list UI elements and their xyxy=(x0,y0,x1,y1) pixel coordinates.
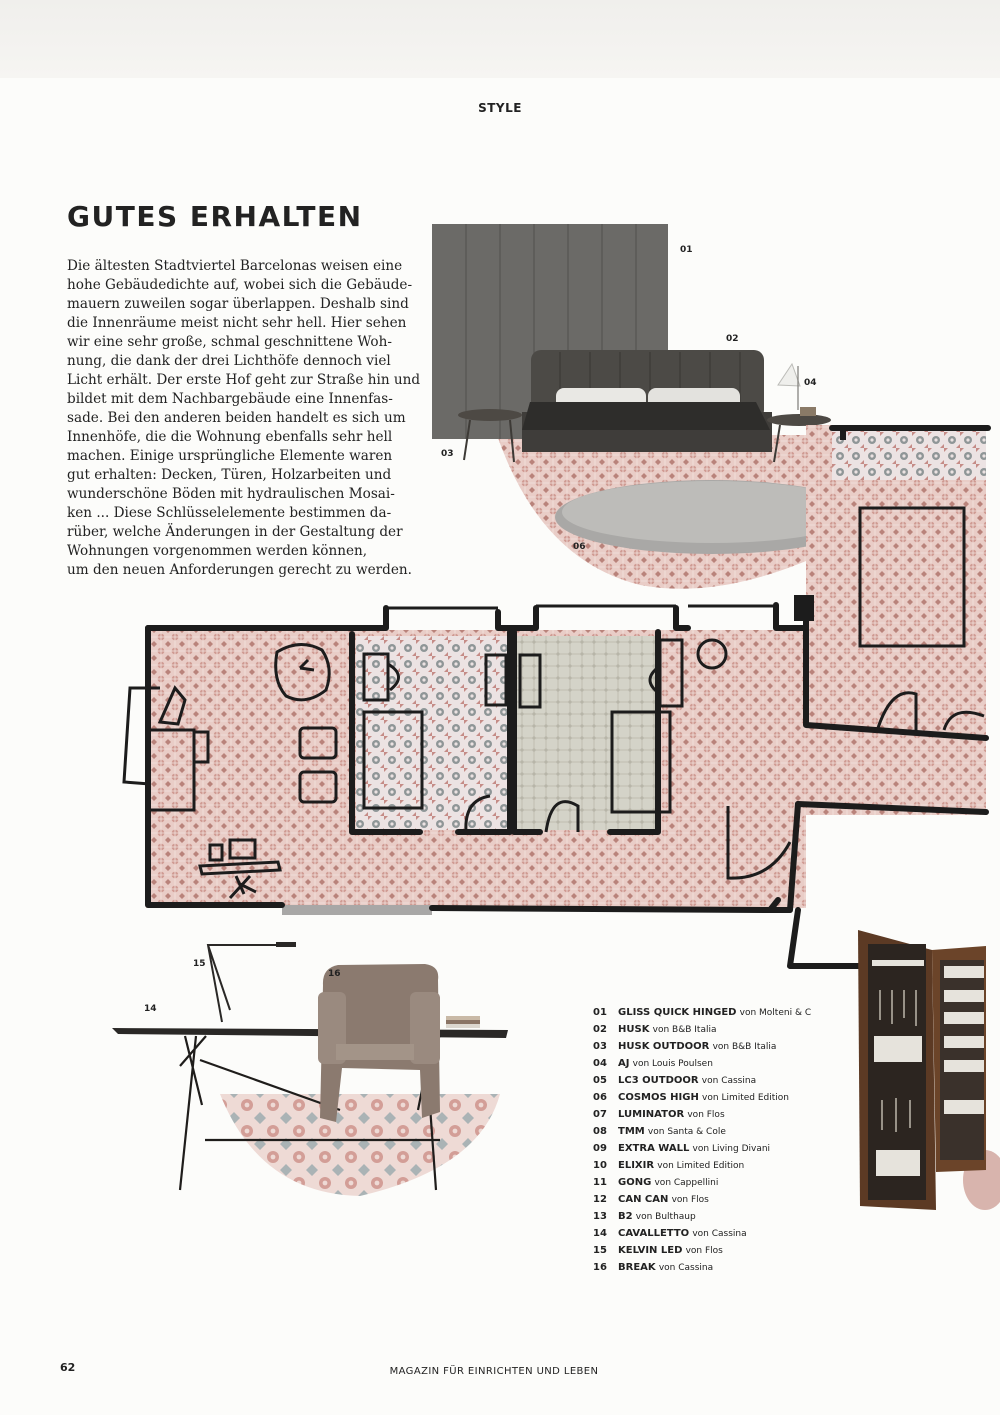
legend-number: 15 xyxy=(593,1245,607,1256)
cabinet-vignette xyxy=(858,930,1000,1210)
legend-product-name: GONG xyxy=(618,1177,652,1188)
label-01: 01 xyxy=(680,245,693,255)
intro-line: die Innenräume meist nicht sehr hell. Hier sehen xyxy=(67,315,407,331)
legend-item xyxy=(593,1038,811,1055)
legend-product-name: LC3 OUTDOOR xyxy=(618,1075,699,1086)
legend-product-name: EXTRA WALL xyxy=(618,1143,690,1154)
intro-line: ken ... Diese Schlüsselelemente bestimmen da- xyxy=(67,505,392,521)
lamp-aj xyxy=(778,364,800,386)
legend-number: 12 xyxy=(593,1194,607,1205)
legend-maker: von Bulthaup xyxy=(635,1212,696,1222)
legend-maker: von Cassina xyxy=(701,1076,757,1086)
label-06: 06 xyxy=(573,542,586,552)
legend-maker: von Living Divani xyxy=(692,1144,771,1154)
legend-product-name: HUSK OUTDOOR xyxy=(618,1041,710,1052)
legend-item xyxy=(593,1072,811,1089)
intro-line: um den neuen Anforderungen gerecht zu werden. xyxy=(67,562,413,578)
legend-product-name: LUMINATOR xyxy=(618,1109,685,1120)
intro-line: wunderschöne Böden mit hydraulischen Mosai- xyxy=(67,486,395,502)
intro-line: nung, die dank der drei Lichthöfe dennoch viel xyxy=(67,353,391,369)
legend-maker: von B&B Italia xyxy=(712,1042,777,1052)
bedroom-vignette xyxy=(432,224,869,589)
legend-maker: von Flos xyxy=(671,1195,709,1205)
legend-maker: von Limited Edition xyxy=(657,1161,745,1171)
legend-number: 13 xyxy=(593,1211,607,1222)
page-number: 62 xyxy=(60,1361,76,1374)
intro-line: mauern zuweilen sogar überlappen. Deshalb sind xyxy=(67,296,409,312)
legend-number: 04 xyxy=(593,1058,607,1069)
legend-number: 14 xyxy=(593,1228,607,1239)
legend-product-name: TMM xyxy=(618,1126,645,1137)
legend-item xyxy=(593,1157,811,1174)
legend-item xyxy=(593,1174,811,1191)
legend-product-name: B2 xyxy=(618,1211,633,1222)
intro-line: sade. Bei den anderen beiden handelt es sich um xyxy=(67,410,406,426)
legend-number: 03 xyxy=(593,1041,607,1052)
legend-item xyxy=(593,1191,811,1208)
intro-line: Wohnungen vorgenommen werden können, xyxy=(67,543,368,559)
label-04: 04 xyxy=(804,378,817,388)
intro-line: bildet mit dem Nachbargebäude eine Innenfas- xyxy=(67,391,393,407)
product-legend xyxy=(593,1004,811,1276)
legend-number: 05 xyxy=(593,1075,607,1086)
intro-line: wir eine sehr große, schmal geschnittene Woh- xyxy=(67,334,392,350)
legend-product-name: KELVIN LED xyxy=(618,1245,683,1256)
legend-item xyxy=(593,1055,811,1072)
intro-line: machen. Einige ursprüngliche Elemente waren xyxy=(67,448,393,464)
legend-number: 06 xyxy=(593,1092,607,1103)
legend-number: 08 xyxy=(593,1126,607,1137)
legend-product-name: BREAK xyxy=(618,1262,656,1273)
intro-line: Innenhöfe, die die Wohnung ebenfalls sehr hell xyxy=(67,429,393,445)
label-03: 03 xyxy=(441,449,454,459)
legend-number: 02 xyxy=(593,1024,607,1035)
legend-number: 10 xyxy=(593,1160,607,1171)
legend-product-name: CAVALLETTO xyxy=(618,1228,690,1239)
legend-maker: von Molteni & C xyxy=(739,1008,812,1018)
legend-item xyxy=(593,1106,811,1123)
label-14: 14 xyxy=(144,1004,157,1014)
section-label: STYLE xyxy=(478,101,522,115)
legend-maker: von Santa & Cole xyxy=(647,1127,726,1137)
legend-item xyxy=(593,1225,811,1242)
side-table-right xyxy=(767,414,831,426)
legend-product-name: CAN CAN xyxy=(618,1194,669,1205)
label-15: 15 xyxy=(193,959,206,969)
legend-maker: von Flos xyxy=(687,1110,725,1120)
legend-product-name: AJ xyxy=(618,1058,630,1069)
intro-line: hohe Gebäudedichte auf, wobei sich die Gebäude- xyxy=(67,277,413,293)
side-table-left xyxy=(458,409,522,421)
legend-product-name: GLISS QUICK HINGED xyxy=(618,1007,737,1018)
legend-number: 07 xyxy=(593,1109,607,1120)
legend-maker: von B&B Italia xyxy=(652,1025,717,1035)
legend-item xyxy=(593,1004,811,1021)
intro-line: Licht erhält. Der erste Hof geht zur Straße hin und xyxy=(67,372,421,388)
intro-line: rüber, welche Änderungen in der Gestaltung der xyxy=(67,524,403,540)
intro-line: Die ältesten Stadtviertel Barcelonas weisen eine xyxy=(67,258,403,274)
legend-maker: von Cassina xyxy=(658,1263,714,1273)
legend-item xyxy=(593,1208,811,1225)
legend-number: 01 xyxy=(593,1007,607,1018)
legend-product-name: COSMOS HIGH xyxy=(618,1092,699,1103)
intro-line: gut erhalten: Decken, Türen, Holzarbeiten und xyxy=(67,467,392,483)
legend-maker: von Flos xyxy=(685,1246,723,1256)
legend-maker: von Limited Edition xyxy=(702,1093,790,1103)
legend-number: 11 xyxy=(593,1177,607,1188)
desk-vignette xyxy=(112,942,508,1196)
legend-item xyxy=(593,1123,811,1140)
legend-maker: von Louis Poulsen xyxy=(632,1059,713,1069)
lamp-kelvin xyxy=(208,945,292,1022)
magazine-footer: MAGAZIN FÜR EINRICHTEN UND LEBEN xyxy=(389,1366,599,1377)
label-02: 02 xyxy=(726,334,739,344)
legend-number: 16 xyxy=(593,1262,607,1273)
legend-number: 09 xyxy=(593,1143,607,1154)
legend-item xyxy=(593,1259,811,1276)
legend-maker: von Cassina xyxy=(692,1229,747,1239)
legend-product-name: HUSK xyxy=(618,1024,650,1035)
legend-item xyxy=(593,1021,811,1038)
legend-item xyxy=(593,1242,811,1259)
legend-item xyxy=(593,1089,811,1106)
label-16: 16 xyxy=(328,969,341,979)
legend-product-name: ELIXIR xyxy=(618,1160,655,1171)
legend-maker: von Cappellini xyxy=(654,1178,719,1188)
legend-item xyxy=(593,1140,811,1157)
headline: GUTES ERHALTEN xyxy=(67,200,363,233)
desk-top-cavalletto xyxy=(112,1028,508,1038)
